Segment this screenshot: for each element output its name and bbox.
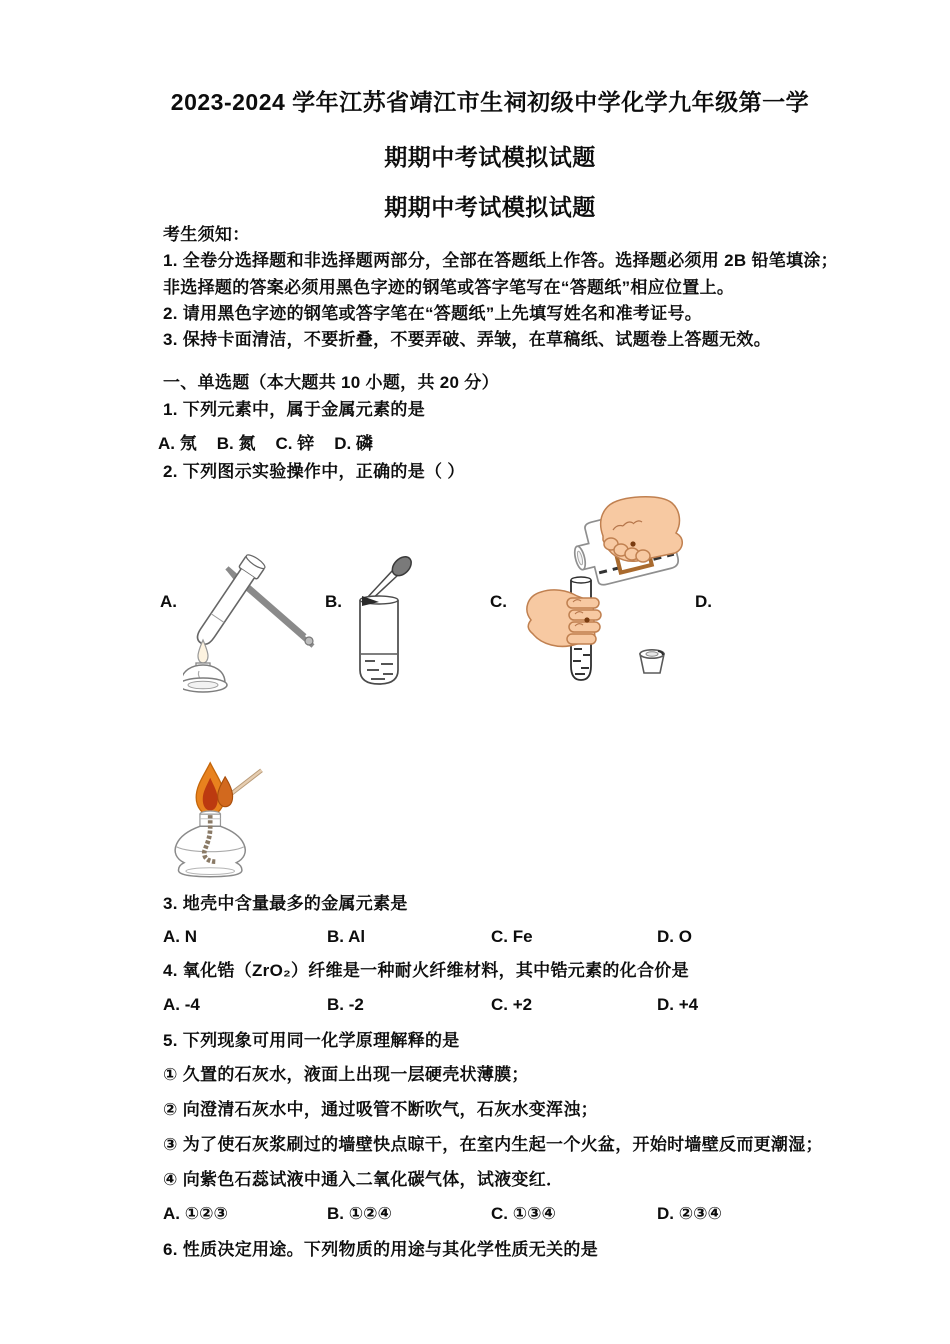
question-3-text: 3. 地壳中含量最多的金属元素是 [163, 894, 408, 913]
statement-3: ③ 为了使石灰浆刷过的墙壁快点晾干，在室内生起一个火盆，开始时墙壁反而更潮湿； [163, 1135, 823, 1154]
statement-1: ① 久置的石灰水，液面上出现一层硬壳状薄膜； [163, 1065, 529, 1084]
question-6-text: 6. 性质决定用途。下列物质的用途与其化学性质无关的是 [163, 1240, 598, 1259]
question-2-text: 2. 下列图示实验操作中，正确的是（ ） [163, 462, 465, 481]
pouring-liquid-figure [515, 492, 695, 708]
question-5-options [163, 1204, 863, 1228]
page-subtitle: 期期中考试模拟试题 [384, 194, 596, 220]
figure-label-c: C. [490, 592, 507, 611]
option-c: C. +2 [491, 995, 533, 1014]
figure-label-a: A. [160, 592, 177, 611]
page-title-line2: 期期中考试模拟试题 [384, 144, 596, 170]
option-b: B. 氮 [216, 434, 256, 453]
option-b: B. ①②④ [327, 1204, 392, 1223]
option-d: D. +4 [657, 995, 699, 1014]
alcohol-lamp-figure [157, 758, 269, 889]
option-d: D. O [657, 927, 692, 946]
figure-label-b: B. [325, 592, 342, 611]
section-heading: 一、单选题（本大题共 10 小题，共 20 分） [163, 373, 499, 392]
option-c: C. Fe [491, 927, 533, 946]
notice-line: 1. 全卷分选择题和非选择题两部分，全部在答题纸上作答。选择题必须用 2B 铅笔填涂； [163, 251, 838, 270]
option-c: C. 锌 [275, 434, 315, 453]
statement-2: ② 向澄清石灰水中，通过吸管不断吹气，石灰水变浑浊； [163, 1100, 598, 1119]
figure-label-d: D. [695, 592, 712, 611]
dropper-test-tube-figure [353, 506, 425, 702]
question-3-options [163, 927, 863, 951]
option-d: D. ②③④ [657, 1204, 722, 1223]
question-4-options [163, 995, 863, 1019]
option-a: A. -4 [163, 995, 200, 1014]
exam-content [158, 0, 863, 1344]
page-title-line1: 2023-2024 学年江苏省靖江市生祠初级中学化学九年级第一学 [170, 89, 810, 115]
option-b: B. -2 [327, 995, 364, 1014]
heating-test-tube-figure [183, 548, 331, 700]
option-a: A. N [163, 927, 197, 946]
option-c: C. ①③④ [491, 1204, 556, 1223]
option-a: A. ①②③ [163, 1204, 228, 1223]
option-d: D. 磷 [334, 434, 373, 453]
question-4-text: 4. 氧化锆（ZrO₂）纤维是一种耐火纤维材料，其中锆元素的化合价是 [163, 961, 689, 980]
notice-line: 非选择题的答案必须用黑色字迹的钢笔或答字笔写在“答题纸”相应位置上。 [163, 278, 735, 297]
question-1-options [158, 429, 373, 454]
option-b: B. Al [327, 927, 366, 946]
notice-line: 2. 请用黑色字迹的钢笔或答字笔在“答题纸”上先填写姓名和准考证号。 [163, 304, 703, 323]
notice-line: 3. 保持卡面清洁，不要折叠，不要弄破、弄皱，在草稿纸、试题卷上答题无效。 [163, 330, 771, 349]
question-1-text: 1. 下列元素中，属于金属元素的是 [163, 400, 426, 419]
question-2-figure-row [160, 490, 863, 714]
option-a: A. 氖 [158, 434, 197, 453]
notice-heading: 考生须知： [163, 225, 250, 244]
question-5-text: 5. 下列现象可用同一化学原理解释的是 [163, 1031, 460, 1050]
statement-4: ④ 向紫色石蕊试液中通入二氧化碳气体，试液变红． [163, 1170, 564, 1189]
